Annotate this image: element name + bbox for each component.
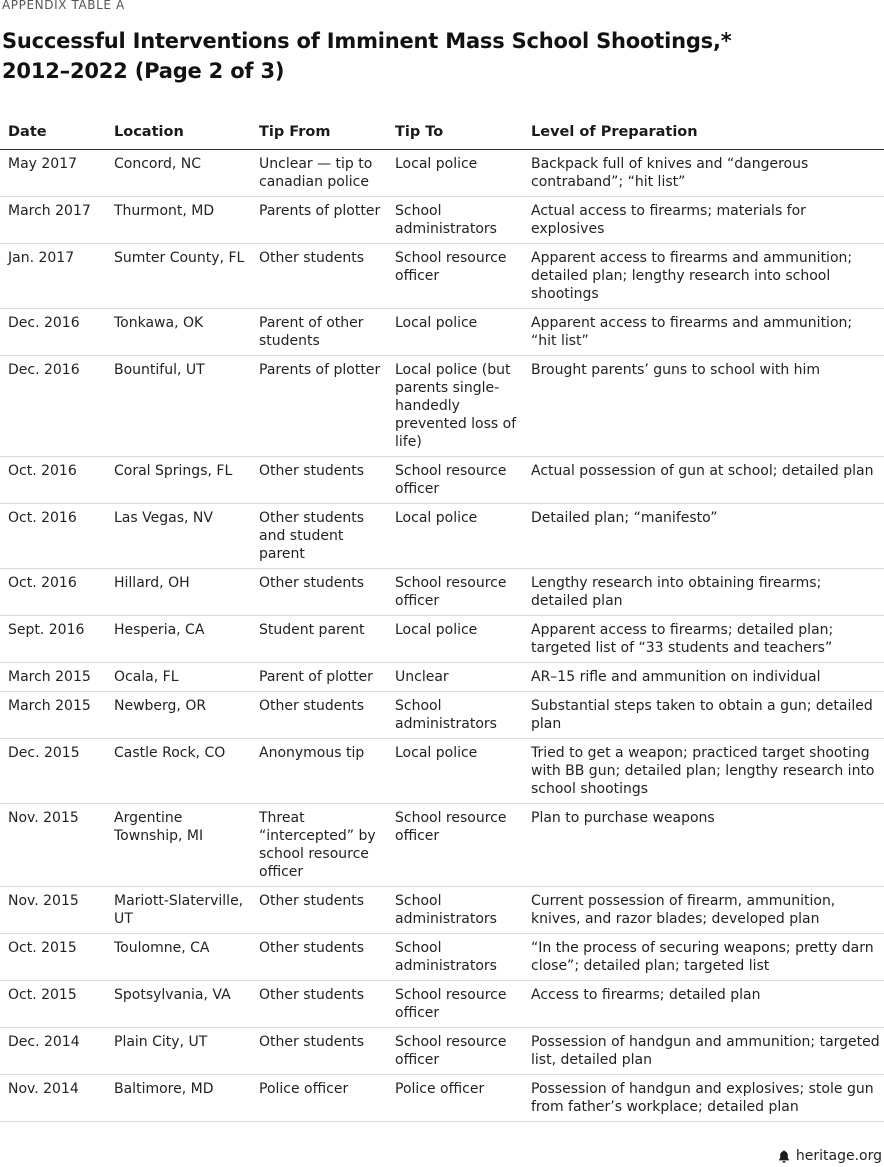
title-line-2: 2012–2022 (Page 2 of 3) [2,59,285,83]
cell-date: Jan. 2017 [0,244,106,309]
cell-tip-to: Local police (but parents single-handedly prevented loss of life) [387,356,523,457]
cell-tip-to: School resource officer [387,981,523,1028]
table-row [0,663,884,692]
cell-tip-from: Police officer [251,1075,387,1122]
bell-icon [778,1150,790,1163]
cell-preparation: “In the process of securing weapons; pretty darn close”; detailed plan; targeted list [523,934,884,981]
cell-preparation: Access to firearms; detailed plan [523,981,884,1028]
cell-location: Hillard, OH [106,569,251,616]
cell-date: March 2015 [0,692,106,739]
cell-date: Oct. 2016 [0,504,106,569]
cell-tip-to: Police officer [387,1075,523,1122]
column-header-preparation: Level of Preparation [523,114,884,150]
table-row [0,569,884,616]
cell-location: Newberg, OR [106,692,251,739]
cell-tip-to: Local police [387,150,523,197]
table-row [0,1075,884,1122]
cell-date: Nov. 2015 [0,887,106,934]
cell-preparation: Actual possession of gun at school; detailed plan [523,457,884,504]
cell-date: Dec. 2014 [0,1028,106,1075]
cell-location: Plain City, UT [106,1028,251,1075]
cell-tip-to: School resource officer [387,457,523,504]
cell-preparation: Possession of handgun and ammunition; targeted list, detailed plan [523,1028,884,1075]
title-line-1: Successful Interventions of Imminent Mass School Shootings,* [2,29,732,53]
header-row [0,114,884,150]
cell-date: Oct. 2016 [0,457,106,504]
cell-preparation: Current possession of firearm, ammunition, knives, and razor blades; developed plan [523,887,884,934]
cell-location: Bountiful, UT [106,356,251,457]
cell-tip-from: Threat “intercepted” by school resource officer [251,804,387,887]
cell-tip-from: Parents of plotter [251,197,387,244]
cell-tip-from: Other students [251,244,387,309]
cell-location: Sumter County, FL [106,244,251,309]
cell-tip-from: Student parent [251,616,387,663]
cell-preparation: Detailed plan; “manifesto” [523,504,884,569]
cell-preparation: Backpack full of knives and “dangerous contraband”; “hit list” [523,150,884,197]
cell-tip-from: Other students and student parent [251,504,387,569]
cell-tip-to: Local police [387,616,523,663]
interventions-table [0,114,884,1122]
cell-location: Concord, NC [106,150,251,197]
cell-tip-from: Other students [251,569,387,616]
cell-location: Spotsylvania, VA [106,981,251,1028]
table-row [0,934,884,981]
table-row [0,887,884,934]
cell-preparation: Tried to get a weapon; practiced target shooting with BB gun; detailed plan; lengthy research into school shootings [523,739,884,804]
cell-date: Oct. 2016 [0,569,106,616]
cell-tip-from: Other students [251,1028,387,1075]
cell-tip-to: Local police [387,309,523,356]
cell-tip-from: Other students [251,457,387,504]
cell-location: Las Vegas, NV [106,504,251,569]
cell-tip-to: Local police [387,739,523,804]
footer [778,1148,882,1164]
cell-tip-from: Parents of plotter [251,356,387,457]
cell-tip-to: School resource officer [387,804,523,887]
cell-tip-from: Other students [251,887,387,934]
cell-date: Nov. 2015 [0,804,106,887]
table-row [0,616,884,663]
cell-location: Mariott-Slaterville, UT [106,887,251,934]
cell-date: March 2015 [0,663,106,692]
cell-tip-to: School resource officer [387,1028,523,1075]
cell-preparation: Apparent access to firearms and ammunition; “hit list” [523,309,884,356]
table-title [2,26,862,86]
cell-preparation: AR–15 rifle and ammunition on individual [523,663,884,692]
cell-tip-to: School resource officer [387,569,523,616]
cell-date: Oct. 2015 [0,981,106,1028]
cell-date: March 2017 [0,197,106,244]
table-row [0,457,884,504]
table-row [0,504,884,569]
cell-date: Oct. 2015 [0,934,106,981]
cell-tip-from: Unclear — tip to canadian police [251,150,387,197]
cell-location: Toulomne, CA [106,934,251,981]
table-row [0,804,884,887]
cell-tip-from: Other students [251,981,387,1028]
cell-tip-to: School administrators [387,887,523,934]
table-row [0,1028,884,1075]
cell-location: Ocala, FL [106,663,251,692]
cell-preparation: Lengthy research into obtaining firearms; detailed plan [523,569,884,616]
cell-tip-from: Other students [251,692,387,739]
table-row [0,197,884,244]
cell-preparation: Apparent access to firearms; detailed plan; targeted list of “33 students and teachers” [523,616,884,663]
footer-source: heritage.org [795,1148,882,1164]
cell-tip-to: School administrators [387,692,523,739]
cell-tip-from: Other students [251,934,387,981]
cell-tip-to: School resource officer [387,244,523,309]
cell-date: Dec. 2016 [0,356,106,457]
table-row [0,244,884,309]
column-header-tip-from: Tip From [251,114,387,150]
cell-tip-to: Local police [387,504,523,569]
cell-preparation: Plan to purchase weapons [523,804,884,887]
cell-date: Nov. 2014 [0,1075,106,1122]
cell-tip-from: Parent of plotter [251,663,387,692]
column-header-tip-to: Tip To [387,114,523,150]
cell-preparation: Actual access to firearms; materials for explosives [523,197,884,244]
cell-tip-to: Unclear [387,663,523,692]
appendix-label: APPENDIX TABLE A [2,0,125,12]
table-row [0,739,884,804]
cell-location: Baltimore, MD [106,1075,251,1122]
table-row [0,692,884,739]
table-body [0,150,884,1122]
cell-location: Coral Springs, FL [106,457,251,504]
cell-location: Castle Rock, CO [106,739,251,804]
cell-location: Hesperia, CA [106,616,251,663]
table-row [0,981,884,1028]
cell-date: Dec. 2016 [0,309,106,356]
cell-location: Thurmont, MD [106,197,251,244]
cell-tip-to: School administrators [387,934,523,981]
table-row [0,356,884,457]
column-header-date: Date [0,114,106,150]
table-row [0,309,884,356]
cell-date: Dec. 2015 [0,739,106,804]
column-header-location: Location [106,114,251,150]
cell-date: May 2017 [0,150,106,197]
cell-location: Tonkawa, OK [106,309,251,356]
cell-preparation: Apparent access to firearms and ammunition; detailed plan; lengthy research into school shootings [523,244,884,309]
cell-preparation: Possession of handgun and explosives; stole gun from father’s workplace; detailed plan [523,1075,884,1122]
table-row [0,150,884,197]
cell-tip-to: School administrators [387,197,523,244]
cell-preparation: Substantial steps taken to obtain a gun; detailed plan [523,692,884,739]
table-header [0,114,884,150]
cell-tip-from: Anonymous tip [251,739,387,804]
cell-preparation: Brought parents’ guns to school with him [523,356,884,457]
cell-date: Sept. 2016 [0,616,106,663]
cell-location: Argentine Township, MI [106,804,251,887]
cell-tip-from: Parent of other students [251,309,387,356]
